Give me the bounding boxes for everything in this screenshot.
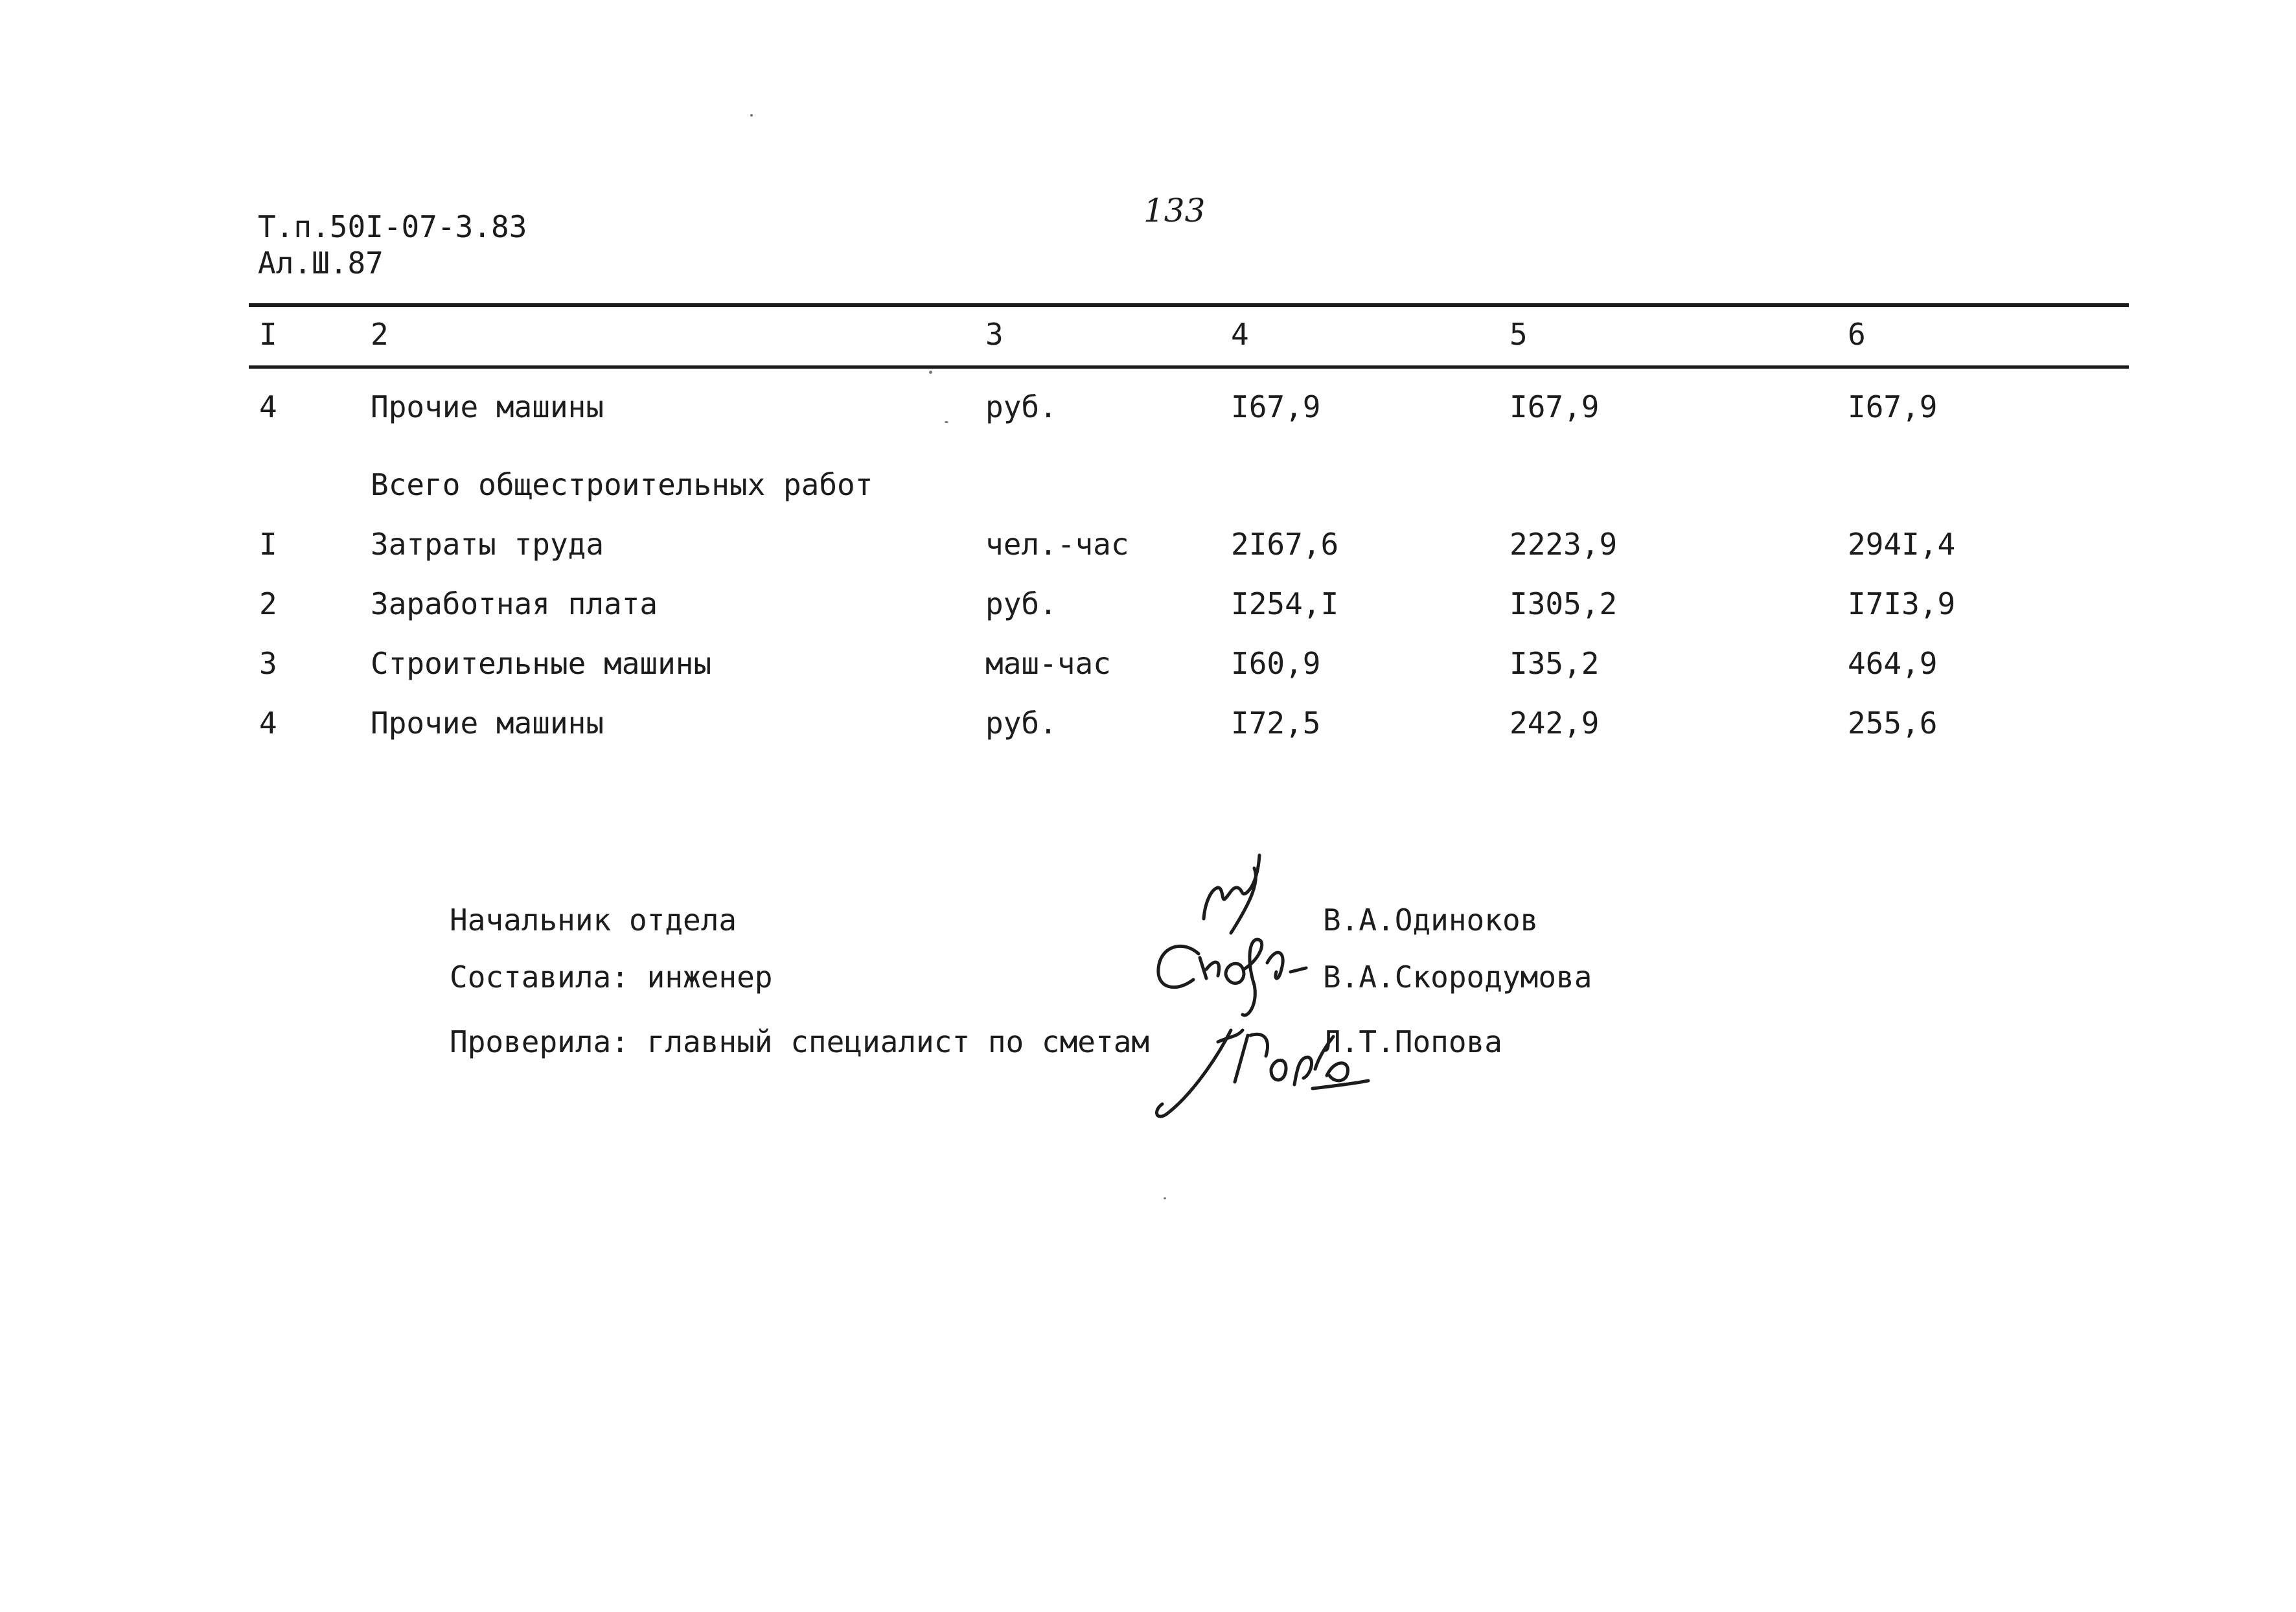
row-value-col4: I72,5 bbox=[1231, 706, 1321, 741]
row-number: 4 bbox=[259, 389, 277, 424]
scan-speck bbox=[929, 371, 932, 374]
column-header: 2 bbox=[371, 317, 389, 352]
row-value-col6: 464,9 bbox=[1848, 646, 1938, 681]
row-unit: чел.-час bbox=[985, 527, 1129, 562]
row-value-col5: I35,2 bbox=[1510, 646, 1600, 681]
row-value-col6: I7I3,9 bbox=[1848, 586, 1956, 621]
signoff-role: Проверила: главный специалист по сметам bbox=[450, 1024, 1150, 1059]
column-header: 3 bbox=[985, 317, 1004, 352]
signoff-role: Составила: инженер bbox=[450, 960, 773, 995]
scan-speck bbox=[750, 114, 753, 117]
row-value-col4: 2I67,6 bbox=[1231, 527, 1339, 562]
row-value-col5: I67,9 bbox=[1510, 389, 1600, 424]
row-unit: маш-час bbox=[985, 646, 1111, 681]
row-unit: руб. bbox=[985, 706, 1057, 741]
row-description: Прочие машины bbox=[371, 706, 604, 741]
row-value-col4: I254,I bbox=[1231, 586, 1339, 621]
row-value-col5: 2223,9 bbox=[1510, 527, 1618, 562]
handwritten-signatures bbox=[1121, 842, 1393, 1127]
column-header: 6 bbox=[1848, 317, 1866, 352]
scan-speck bbox=[1164, 1197, 1166, 1199]
scan-speck bbox=[945, 421, 948, 423]
row-number: 3 bbox=[259, 646, 277, 681]
row-value-col5: I305,2 bbox=[1510, 586, 1618, 621]
doc-code: Т.п.50I-07-3.83 bbox=[258, 209, 527, 244]
row-number: 4 bbox=[259, 706, 277, 741]
signature-odinokov bbox=[1204, 855, 1259, 933]
signature-skorodumova bbox=[1158, 939, 1306, 1015]
page-number: 133 bbox=[1143, 192, 1206, 229]
signoff-name: В.А.Скородумова bbox=[1323, 960, 1592, 995]
row-value-col5: 242,9 bbox=[1510, 706, 1600, 741]
column-header: 5 bbox=[1510, 317, 1528, 352]
table-header-rule bbox=[249, 365, 2129, 369]
signoff-role: Начальник отдела bbox=[450, 903, 737, 938]
row-value-col6: 255,6 bbox=[1848, 706, 1938, 741]
row-value-col6: 294I,4 bbox=[1848, 527, 1956, 562]
row-unit: руб. bbox=[985, 389, 1057, 424]
signoff-name: В.А.Одиноков bbox=[1323, 903, 1539, 938]
signoff-name: Л.Т.Попова bbox=[1323, 1024, 1502, 1059]
section-title: Всего общестроительных работ bbox=[371, 467, 873, 502]
row-description: Затраты труда bbox=[371, 527, 604, 562]
row-number: 2 bbox=[259, 586, 277, 621]
album-number: Ал.Ш.87 bbox=[258, 246, 384, 281]
row-unit: руб. bbox=[985, 586, 1057, 621]
row-description: Строительные машины bbox=[371, 646, 712, 681]
row-value-col4: I67,9 bbox=[1231, 389, 1321, 424]
signature-popova bbox=[1156, 1030, 1368, 1116]
column-header: I bbox=[259, 317, 277, 352]
row-value-col6: I67,9 bbox=[1848, 389, 1938, 424]
row-value-col4: I60,9 bbox=[1231, 646, 1321, 681]
row-number: I bbox=[259, 527, 277, 562]
document-reference bbox=[258, 209, 527, 281]
row-description: Прочие машины bbox=[371, 389, 604, 424]
row-description: Заработная плата bbox=[371, 586, 658, 621]
table-top-rule bbox=[249, 303, 2129, 307]
column-header: 4 bbox=[1231, 317, 1249, 352]
